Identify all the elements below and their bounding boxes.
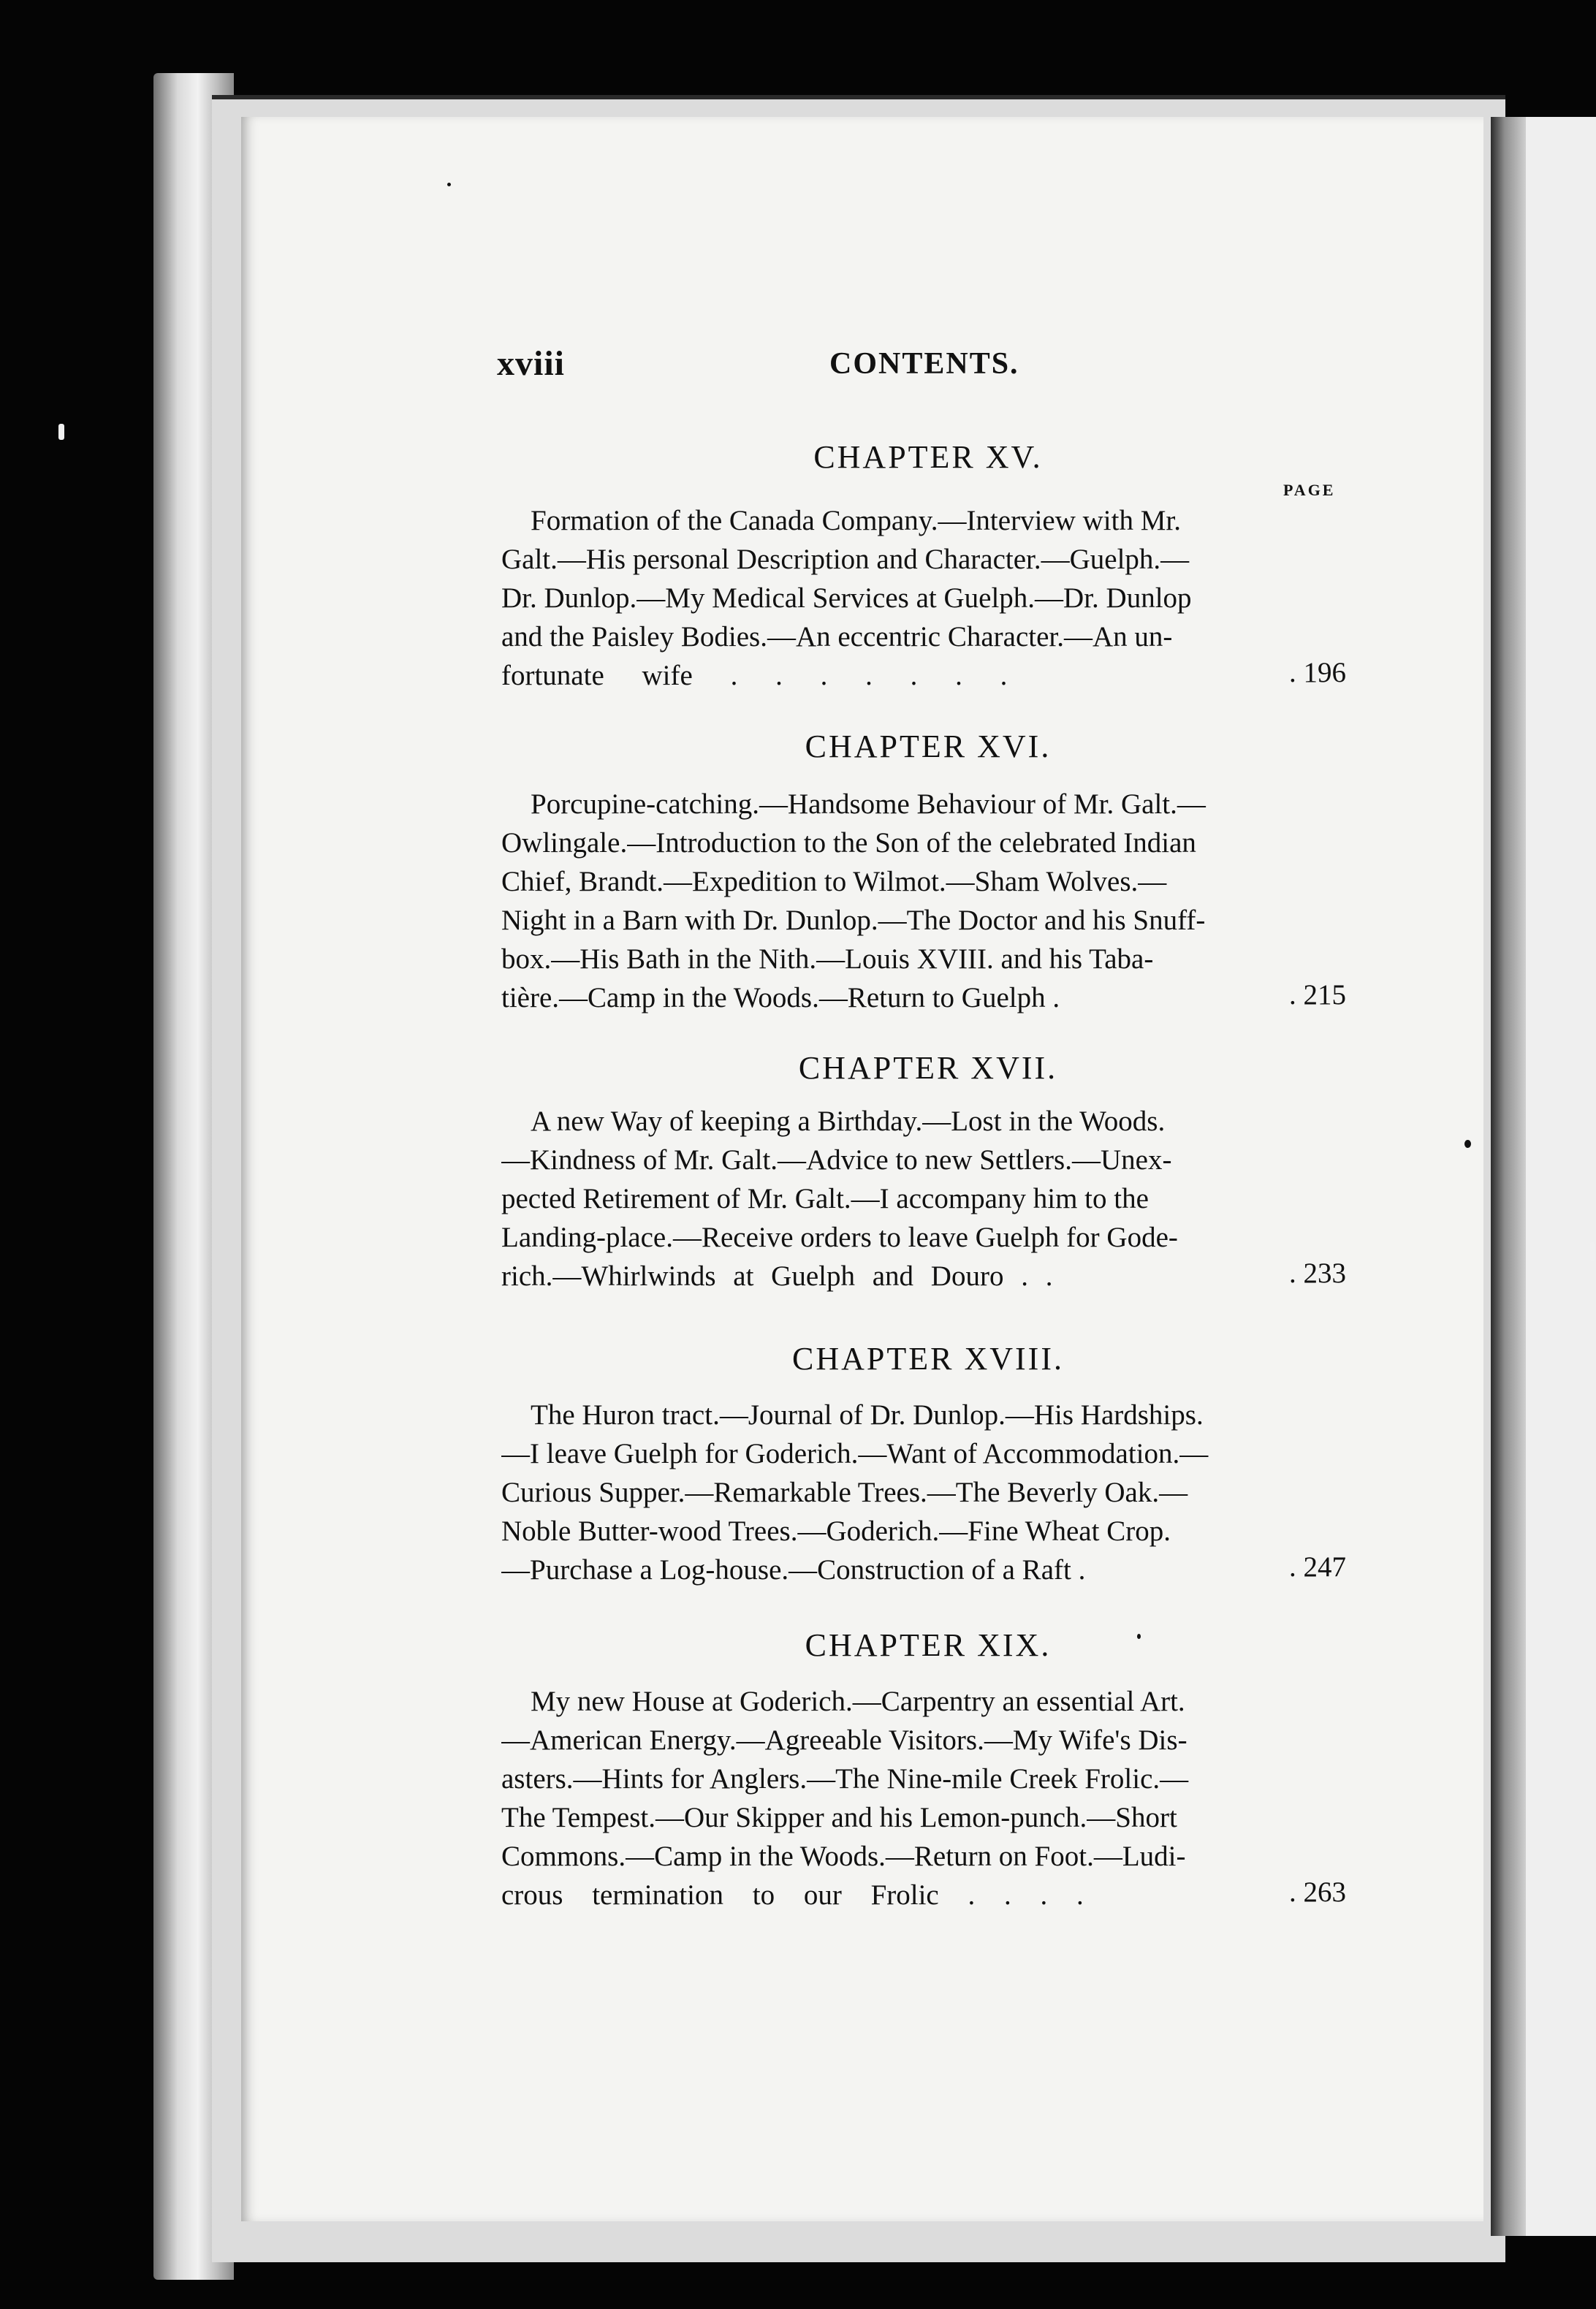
chapter-summary xyxy=(501,1682,1349,1914)
page-number-roman: xviii xyxy=(497,344,566,383)
summary-line: Noble Butter-wood Trees.—Goderich.—Fine Wheat Crop. xyxy=(501,1515,1171,1547)
summary-line: —American Energy.—Agreeable Visitors.—My Wife's Dis- xyxy=(501,1724,1188,1756)
chapter-summary xyxy=(501,501,1349,695)
chapter-summary xyxy=(501,785,1349,1017)
summary-line: box.—His Bath in the Nith.—Louis XVIII. and his Taba- xyxy=(501,943,1154,975)
running-title: CONTENTS. xyxy=(829,347,1019,381)
summary-line: Commons.—Camp in the Woods.—Return on Foot.—Ludi- xyxy=(501,1841,1186,1872)
summary-line: Porcupine-catching.—Handsome Behaviour of Mr. Galt.— xyxy=(531,788,1206,820)
chapter-title: CHAPTER XVII. xyxy=(798,1050,1058,1086)
book-gutter xyxy=(1491,117,1526,2236)
chapter-page-number: . 215 xyxy=(1289,979,1346,1011)
summary-line: —Kindness of Mr. Galt.—Advice to new Settlers.—Unex- xyxy=(501,1144,1172,1176)
summary-line: and the Paisley Bodies.—An eccentric Character.—An un- xyxy=(501,621,1173,653)
summary-line: Landing-place.—Receive orders to leave Guelph for Gode- xyxy=(501,1222,1178,1253)
page-header xyxy=(497,343,1345,387)
summary-line: Galt.—His personal Description and Character.—Guelph.— xyxy=(501,544,1190,575)
summary-line: Night in a Barn with Dr. Dunlop.—The Doctor and his Snuff- xyxy=(501,905,1206,936)
summary-line: A new Way of keeping a Birthday.—Lost in the Woods. xyxy=(531,1106,1166,1137)
chapter-title: CHAPTER XIX. xyxy=(805,1627,1052,1663)
summary-line: Formation of the Canada Company.—Interview with Mr. xyxy=(531,505,1181,536)
summary-line: My new House at Goderich.—Carpentry an essential Art. xyxy=(531,1686,1185,1717)
chapter-title: CHAPTER XVIII. xyxy=(792,1341,1064,1377)
summary-line: Chief, Brandt.—Expedition to Wilmot.—Sham Wolves.— xyxy=(501,866,1167,897)
chapter-page-number: . 196 xyxy=(1289,657,1346,688)
chapter-page-number: . 233 xyxy=(1289,1258,1346,1289)
summary-line: Owlingale.—Introduction to the Son of the celebrated Indian xyxy=(501,827,1196,859)
summary-line: Dr. Dunlop.—My Medical Services at Guelph.—Dr. Dunlop xyxy=(501,582,1192,614)
chapter-summary xyxy=(501,1396,1349,1589)
chapter-title: CHAPTER XV. xyxy=(813,439,1043,475)
chapter-page-number: . 263 xyxy=(1289,1876,1346,1908)
page-column-label: PAGE xyxy=(1283,481,1336,499)
chapter-title: CHAPTER XVI. xyxy=(805,729,1052,764)
summary-line: rich.—Whirlwinds at Guelph and Douro . . xyxy=(501,1260,1053,1292)
summary-line: —Purchase a Log-house.—Construction of a Raft . xyxy=(501,1554,1086,1586)
summary-line: The Huron tract.—Journal of Dr. Dunlop.—His Hardships. xyxy=(531,1399,1204,1431)
summary-line: tière.—Camp in the Woods.—Return to Guelph . xyxy=(501,982,1060,1013)
summary-line: pected Retirement of Mr. Galt.—I accompany him to the xyxy=(501,1183,1149,1214)
summary-line: The Tempest.—Our Skipper and his Lemon-punch.—Short xyxy=(501,1802,1177,1833)
summary-line: —I leave Guelph for Goderich.—Want of Accommodation.— xyxy=(501,1438,1209,1469)
facing-page-edge xyxy=(1526,117,1596,2236)
summary-line: Curious Supper.—Remarkable Trees.—The Beverly Oak.— xyxy=(501,1477,1188,1508)
summary-line: crous termination to our Frolic . . . . xyxy=(501,1879,1084,1911)
scan-speck xyxy=(1137,1634,1141,1639)
scan-speck xyxy=(1464,1140,1471,1148)
chapter-page-number: . 247 xyxy=(1289,1551,1346,1583)
scan-artifact xyxy=(1590,1242,1595,1261)
scan-artifact xyxy=(58,424,64,440)
summary-line: asters.—Hints for Anglers.—The Nine-mile Creek Frolic.— xyxy=(501,1763,1189,1795)
summary-line: fortunate wife . . . . . . . xyxy=(501,660,1008,691)
chapter-summary xyxy=(501,1102,1349,1296)
scan-speck xyxy=(447,183,451,186)
